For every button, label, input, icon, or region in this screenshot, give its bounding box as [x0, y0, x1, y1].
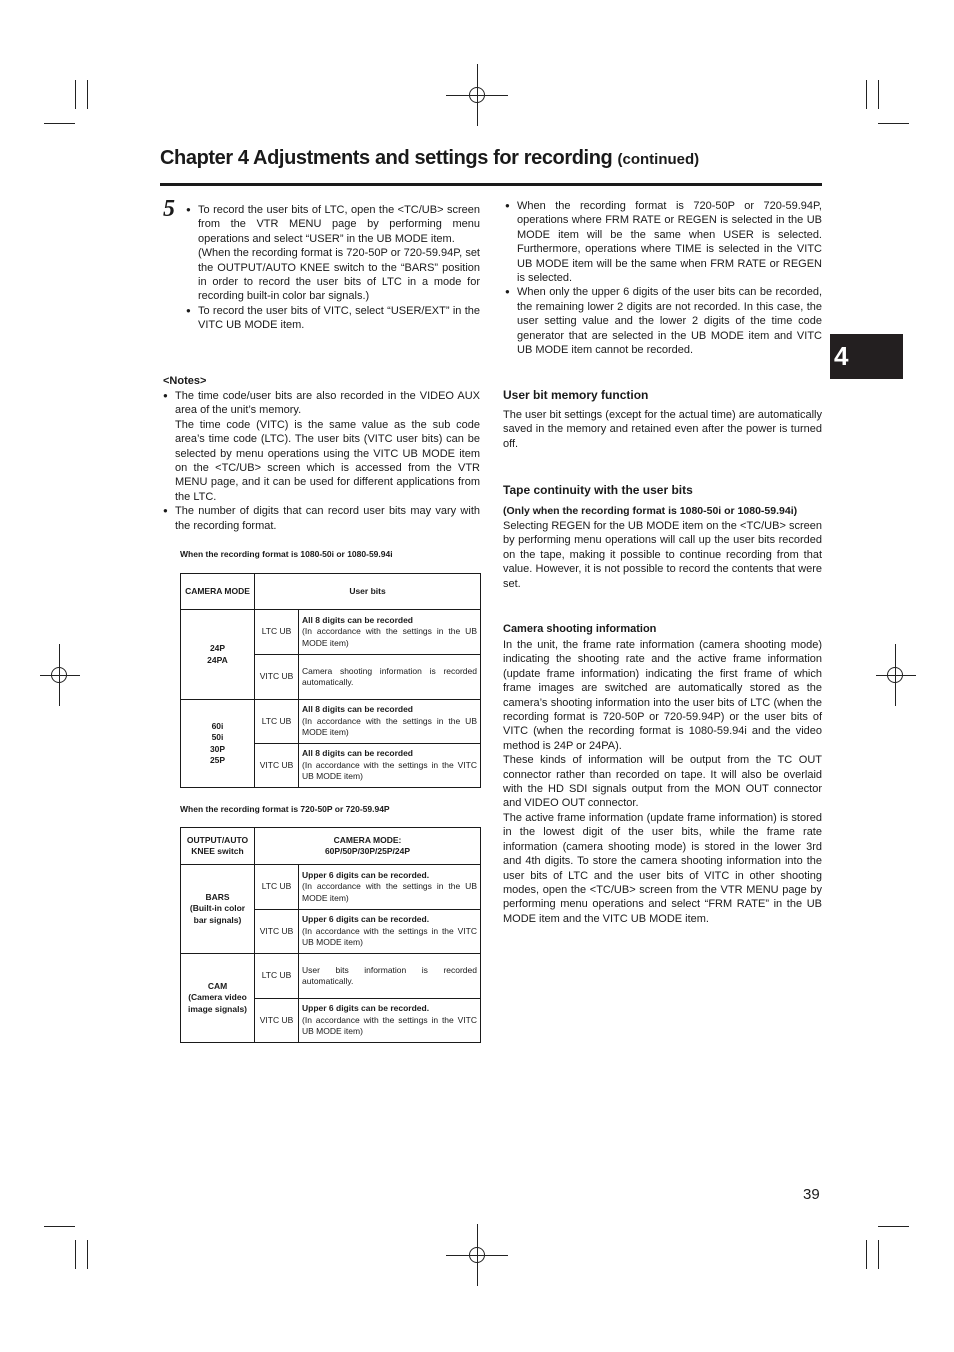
- table-header-cell: CAMERA MODE: [181, 574, 255, 610]
- table-row: VITC UB Upper 6 digits can be recorded. (In accordance with the settings in the VITC UB MODE item): [181, 999, 481, 1043]
- right-bullets: [505, 199, 822, 357]
- title-rule: [160, 183, 822, 186]
- table-header-cell: CAMERA MODE: 60P/50P/30P/25P/24P: [255, 828, 481, 865]
- step-bullets: [186, 203, 480, 333]
- table1-caption: When the recording format is 1080-50i or 1080-59.94i: [180, 549, 393, 559]
- registration-mark-bottom: [462, 1240, 492, 1270]
- page-number: 39: [803, 1186, 820, 1203]
- step-number: 5: [163, 196, 175, 222]
- registration-mark-top: [462, 80, 492, 110]
- list-item: ● When only the upper 6 digits of the user bits can be recorded, the remaining lower 2 digits are not recorded. In this case, the user setting value and the lower 2 digits of the time code generator that are selected in the UB MODE item and VITC UB MODE item cannot be recorded.: [505, 285, 822, 357]
- chapter-tab: 4: [830, 334, 903, 379]
- table-row: BARS (Built-in color bar signals) LTC UB Upper 6 digits can be recorded. (In accordance with the settings in the UB MODE item): [181, 865, 481, 910]
- page-title: [160, 147, 822, 170]
- camera-paragraphs: In the unit, the frame rate information (camera shooting mode) indicating the shooting rate and the active frame information (update frame information) indicating the first frame of which frame images are switched are automatically stored as the camera’s shooting information into the user bits of LTC (when the recording format is 720-50P or 720-59.94P) or the user bits of VITC (when the recording format is 1080-59.94i and the video method is 24P or 24PA). These kinds of information will be output from the TC OUT connector rather than recorded on tape. It will also be overlaid with the HD SDI signals output from the MON OUT connector and VIDEO OUT connector. The active frame information (update frame information) is stored in the lowest digit of the user bits, while the frame rate information (camera shooting mode) is stored in the lower 3rd and 4th digits. To store the camera shooting information into the user bits of LTC and the user bits of VITC in other shooting modes, open the <TC/UB> screen from the VTR MENU page by performing menu operations and select “FRM RATE” in the UB MODE item and the VITC UB MODE item.: [503, 639, 822, 925]
- section-heading-memory: User bit memory function: [503, 388, 649, 402]
- table-row: 24P 24PA LTC UB All 8 digits can be recorded (In accordance with the settings in the UB MODE item): [181, 610, 481, 655]
- list-item: ● To record the user bits of VITC, select “USER/EXT” in the VITC UB MODE item.: [186, 304, 480, 333]
- list-item: ● When the recording format is 720-50P or 720-59.94P, operations where FRM RATE or REGEN is selected in the UB MODE item will be the same when USER is selected. Furthermore, operations where TIME is selected in the VITC UB MODE item will be the same when FRM RATE or REGEN is selected.: [505, 199, 822, 285]
- tape-paragraph: Selecting REGEN for the UB MODE item on the <TC/UB> screen by performing menu operations will call up the user bits recorded on the tape, making it possible to continue recording from that value. However, it is not possible to record the contents that were set.: [503, 520, 822, 590]
- list-item: ● The number of digits that can record user bits may vary with the recording format.: [163, 504, 480, 533]
- table-row: CAM (Camera video image signals) LTC UB User bits information is recorded automatically.: [181, 954, 481, 999]
- registration-mark-left: [44, 660, 74, 690]
- table-header-cell: OUTPUT/AUTO KNEE switch: [181, 828, 255, 865]
- table2-caption: When the recording format is 720-50P or 720-59.94P: [180, 804, 390, 814]
- continued-label: (continued): [617, 151, 700, 168]
- table-row: VITC UB All 8 digits can be recorded (In accordance with the settings in the VITC UB MODE item): [181, 744, 481, 788]
- notes-heading: <Notes>: [163, 375, 207, 387]
- section-heading-camera: Camera shooting information: [503, 623, 657, 635]
- memory-paragraph: The user bit settings (except for the actual time) are automatically saved in the memory and retained even after the power is turned off.: [503, 409, 822, 450]
- registration-mark-right: [880, 660, 910, 690]
- table-720-user-bits: [180, 827, 481, 1043]
- chapter-title: Chapter 4 Adjustments and settings for recording: [160, 147, 613, 169]
- notes-list: [163, 389, 480, 533]
- table-row: VITC UB Camera shooting information is recorded automatically.: [181, 655, 481, 700]
- table-header-cell: User bits: [255, 574, 481, 610]
- section-heading-tape: Tape continuity with the user bits: [503, 483, 693, 497]
- table-row: 60i 50i 30P 25P LTC UB All 8 digits can be recorded (In accordance with the settings in the UB MODE item): [181, 700, 481, 744]
- list-item: ● To record the user bits of LTC, open the <TC/UB> screen from the VTR MENU page by performing menu operations and select “USER” in the UB MODE item. (When the recording format is 720-50P or 720-59.94P, set the OUTPUT/AUTO KNEE switch to the “BARS” position in order to record the user bits of LTC in a mode for recording built-in color bar signals.): [186, 203, 480, 304]
- tape-subheading: (Only when the recording format is 1080-50i or 1080-59.94i): [503, 505, 798, 517]
- table-row: VITC UB Upper 6 digits can be recorded. (In accordance with the settings in the VITC UB MODE item): [181, 910, 481, 954]
- table-1080-user-bits: [180, 573, 481, 788]
- list-item: ● The time code/user bits are also recorded in the VIDEO AUX area of the unit’s memory. The time code (VITC) is the same value as the sub code area’s time code (LTC). The user bits (VITC user bits) can be selected by menu operations using the VITC UB MODE item on the <TC/UB> screen which is accessed from the VTR MENU page, and it can be used for different applications from the LTC.: [163, 389, 480, 504]
